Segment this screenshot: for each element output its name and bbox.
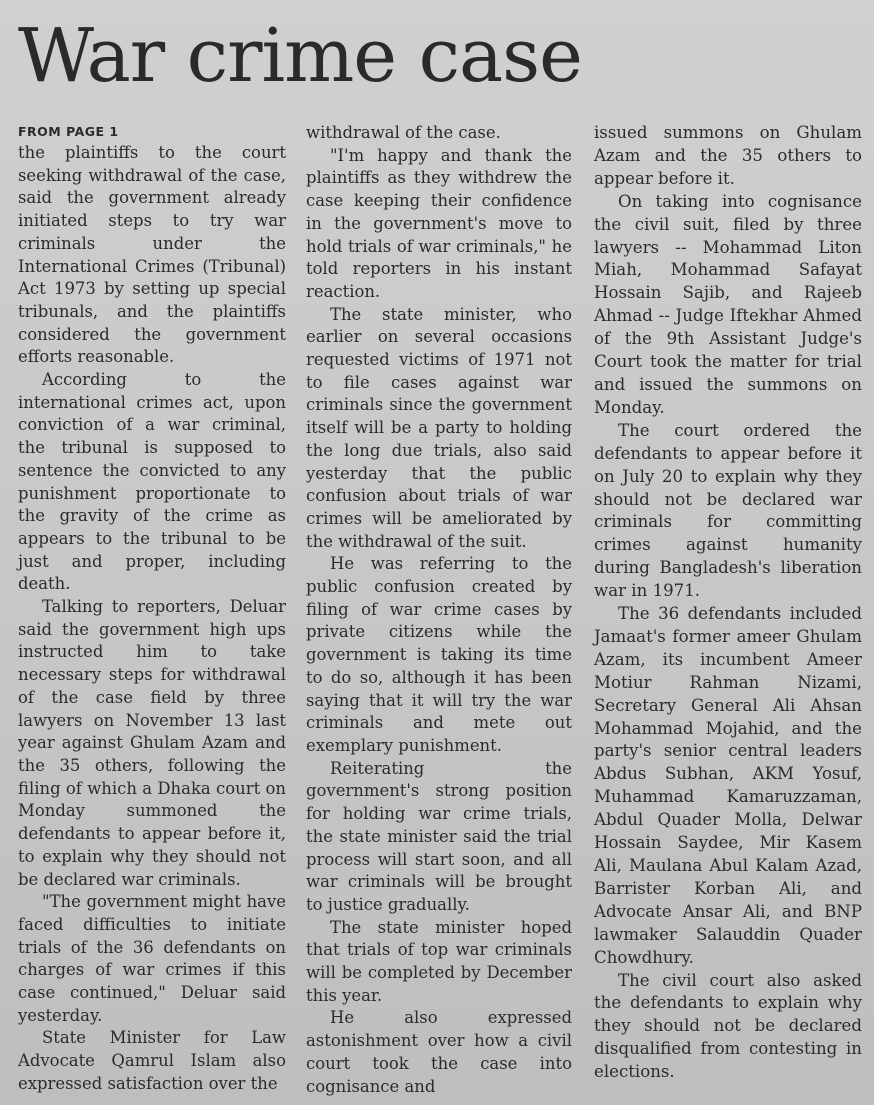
paragraph: He also expressed astonishment over how a civil court took the case into cognisance and [306,1008,572,1096]
paragraph: issued summons on Ghulam Azam and the 35 others to appear before it. [594,123,862,188]
paragraph: State Minister for Law Advocate Qamrul Islam also expressed satisfaction over the [18,1028,286,1093]
headline: War crime case [18,13,582,99]
paragraph: The court ordered the defendants to appear before it on July 20 to explain why they should not be declared war criminals for committing crimes against humanity during Bangladesh's liberation war in 1971. [594,420,862,601]
paragraph: According to the international crimes act, upon conviction of a war criminal, the tribunal is supposed to sentence the convicted to any punishment proportionate to the gravity of the crime as appears to the tribunal to be just and proper, including death. [18,370,286,594]
paragraph: "The government might have faced difficulties to initiate trials of the 36 defendants on charges of war crimes if this case continued," Deluar said yesterday. [18,892,286,1025]
continuation-kicker: FROM PAGE 1 [18,124,119,139]
paragraph: He was referring to the public confusion created by filing of war crime cases by private citizens while the government is taking its time to do so, although it has been saying that it will try the war criminals and mete out exemplary punishment. [306,554,572,755]
paragraph: Talking to reporters, Deluar said the government high ups instructed him to take necessary steps for withdrawal of the case field by three lawyers on November 13 last year against Ghulam Azam and the 35 others, following the filing of which a Dhaka court on Monday summoned the defendants to appear before it, to explain why they should not be declared war criminals. [18,597,286,889]
paragraph: On taking into cognisance the civil suit, filed by three lawyers -- Mohammad Liton Miah, Mohammad Safayat Hossain Sajib, and Rajeeb Ahmad -- Judge Iftekhar Ahmed of the 9th Assistant Judge's Court took the matter for trial and issued the summons on Monday. [594,191,862,417]
article-column-2 [306,122,572,1098]
paragraph: "I'm happy and thank the plaintiffs as they withdrew the case keeping their confidence in the government's move to hold trials of war criminals," he told reporters in his instant reaction. [306,145,572,301]
paragraph: Reiterating the government's strong position for holding war crime trials, the state minister said the trial process will start soon, and all war criminals will be brought to justice gradually. [306,758,572,914]
paragraph: withdrawal of the case. [306,123,501,142]
paragraph: The 36 defendants included Jamaat's former ameer Ghulam Azam, its incumbent Ameer Motiur Rahman Nizami, Secretary General Ali Ahsan Mohammad Mojahid, and the party's senior central leaders Abdus Subhan, AKM Yosuf, Muhammad Kamaruzzaman, Abdul Quader Molla, Delwar Hossain Saydee, Mir Kasem Ali, Maulana Abul Kalam Azad, Barrister Korban Ali, and Advocate Ansar Ali, and BNP lawmaker Salauddin Quader Chowdhury. [594,604,862,967]
paragraph: The state minister, who earlier on several occasions requested victims of 1971 not to file cases against war criminals since the government itself will be a party to holding the long due trials, also said yesterday that the public confusion about trials of war crimes will be ameliorated by the withdrawal of the suit. [306,304,572,551]
article-column-1 [18,122,286,1096]
paragraph: the plaintiffs to the court seeking withdrawal of the case, said the government already initiated steps to try war criminals under the International Crimes (Tribunal) Act 1973 by setting up special tribunals, and the plaintiffs considered the government efforts reasonable. [18,143,286,367]
article-column-3 [594,122,862,1084]
paragraph: The civil court also asked the defendants to explain why they should not be declared disqualified from contesting in elections. [594,970,862,1082]
paragraph: The state minister hoped that trials of top war criminals will be completed by December this year. [306,917,572,1005]
